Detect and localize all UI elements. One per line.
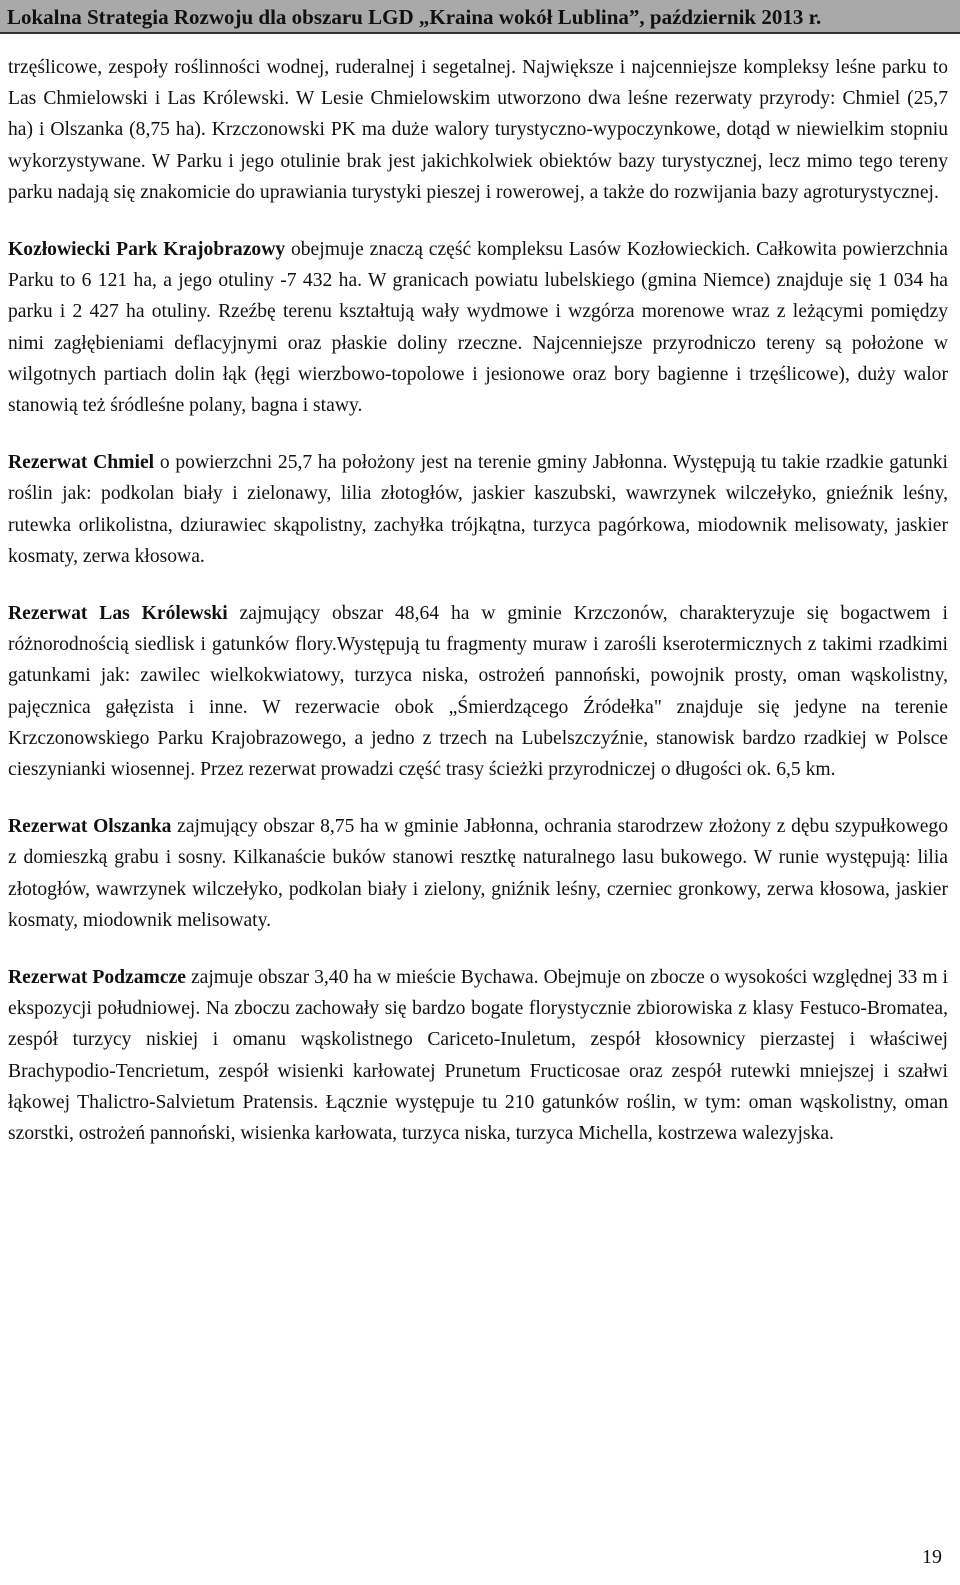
paragraph-text: zajmujący obszar 48,64 ha w gminie Krzczonów, charakteryzuje się bogactwem i różnorodnością siedlisk i gatunków flory.Występują tu fragmenty muraw i zarośli kserotermicznych z takimi rzadkimi gatunkami jak: zawilec wielkokwiatowy, turzyca niska, ostrożeń pannoński, powojnik prosty, oman wąskolistny, pajęcznica gałęzista i inne. W rezerwacie obok „Śmierdzącego Źródełka" znajduje się jedyne na terenie Krzczonowskiego Parku Krajobrazowego, a jedno z trzech na Lubelszczyźnie, stanowisk bardzo rzadkiej w Polsce cieszynianki wiosennej. Przez rezerwat prowadzi część trasy ścieżki przyrodniczej o długości ok. 6,5 km. bbox=[8, 603, 949, 781]
paragraph-text: zajmujący obszar 8,75 ha w gminie Jabłonna, ochrania starodrzew złożony z dębu szypułkowego z domieszką grabu i sosny. Kilkanaście buków stanowi resztkę naturalnego lasu bukowego. W runie występują: lilia złotogłów, wawrzynek wilczełyko, podkolan biały i zielony, gniźnik leśny, czerniec gronkowy, zerwa kłosowa, jaskier kosmaty, miodownik melisowaty. bbox=[8, 816, 949, 931]
paragraph-heading: Rezerwat Chmiel bbox=[8, 452, 155, 474]
paragraph-heading: Rezerwat Podzamcze bbox=[8, 967, 186, 989]
paragraph-text: trzęślicowe, zespoły roślinności wodnej, ruderalnej i segetalnej. Największe i najcenniejsze kompleksy leśne parku to Las Chmielowski i Las Królewski. W Lesie Chmielowskim utworzono dwa leśne rezerwaty przyrody: Chmiel (25,7 ha) i Olszanka (8,75 ha). Krzczonowski PK ma duże walory turystyczno-wypoczynkowe, dotąd w niewielkim stopniu wykorzystywane. W Parku i jego otulinie brak jest jakichkolwiek obiektów bazy turystycznej, lecz mimo tego tereny parku nadają się znakomicie do uprawiania turystyki pieszej i rowerowej, a także do rozwijania bazy agroturystycznej. bbox=[8, 57, 948, 203]
paragraph bbox=[8, 962, 948, 1149]
header-title: Lokalna Strategia Rozwoju dla obszaru LGD „Kraina wokół Lublina”, październik 2013 r. bbox=[7, 5, 822, 29]
paragraph-text: zajmuje obszar 3,40 ha w mieście Bychawa. Obejmuje on zbocze o wysokości względnej 33 m i ekspozycji południowej. Na zboczu zachowały się bardzo bogate florystycznie zbiorowiska z klasy Festuco-Bromatea, zespół turzycy niskiej i omanu wąskolistnego Cariceto-Inuletum, zespół kłosownicy pierzastej i właściwej Brachypodio-Tencrietum, zespół wisienki karłowatej Prunetum Fructicosae oraz zespół rutewki mniejszej i szałwi łąkowej Thalictro-Salvietum Pratensis. Łącznie występuje tu 210 gatunków roślin, w tym: oman wąskolistny, oman szorstki, ostrożeń pannoński, wisienka karłowata, turzyca niska, turzyca Michella, kostrzewa walezyjska. bbox=[8, 967, 949, 1145]
paragraph-heading: Kozłowiecki Park Krajobrazowy bbox=[8, 239, 286, 261]
page-header bbox=[0, 0, 960, 34]
paragraph bbox=[8, 234, 948, 421]
page-number: 19 bbox=[922, 1546, 942, 1568]
paragraph bbox=[8, 598, 948, 785]
document-body bbox=[8, 52, 948, 1175]
paragraph-heading: Rezerwat Olszanka bbox=[8, 816, 172, 838]
paragraph bbox=[8, 447, 948, 572]
paragraph bbox=[8, 811, 948, 936]
paragraph-text: o powierzchni 25,7 ha położony jest na terenie gminy Jabłonna. Występują tu takie rzadkie gatunki roślin jak: podkolan biały i zielonawy, lilia złotogłów, jaskier kaszubski, wawrzynek wilczełyko, gnieźnik leśny, rutewka orlikolistna, dziurawiec skąpolistny, zachyłka trójkątna, turzyca pagórkowa, miodownik melisowaty, jaskier kosmaty, zerwa kłosowa. bbox=[8, 452, 948, 567]
paragraph-heading: Rezerwat Las Królewski bbox=[8, 603, 228, 625]
paragraph bbox=[8, 52, 948, 208]
paragraph-text: obejmuje znaczą część kompleksu Lasów Kozłowieckich. Całkowita powierzchnia Parku to 6 121 ha, a jego otuliny -7 432 ha. W granicach powiatu lubelskiego (gmina Niemce) znajduje się 1 034 ha parku i 2 427 ha otuliny. Rzeźbę terenu kształtują wały wydmowe i wzgórza morenowe wraz z leżącymi pomiędzy nimi zagłębieniami deflacyjnymi oraz płaskie doliny rzeczne. Najcenniejsze przyrodniczo tereny są położone w wilgotnych partiach dolin łąk (łęgi wierzbowo-topolowe i jesionowe oraz bory bagienne i trzęślicowe), duży walor stanowią też śródleśne polany, bagna i stawy. bbox=[8, 239, 948, 417]
